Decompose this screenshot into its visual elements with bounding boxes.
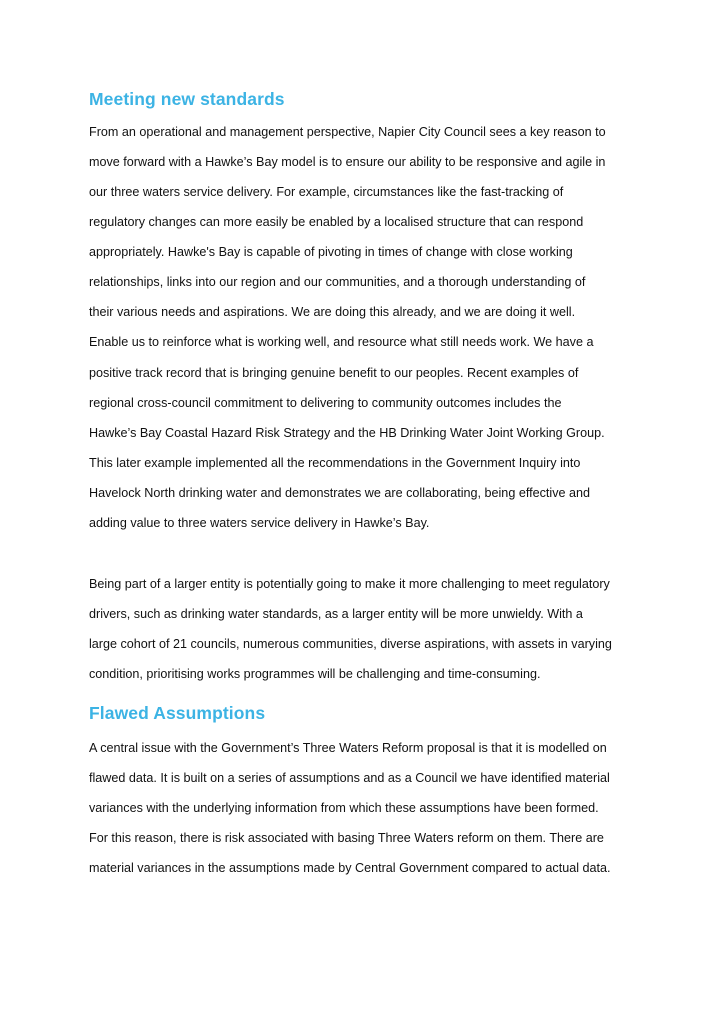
section-heading-flawed-assumptions: Flawed Assumptions: [89, 703, 266, 724]
text-line: Havelock North drinking water and demonstrates we are collaborating, being effective and: [89, 485, 591, 500]
text-line: relationships, links into our region and our communities, and a thorough understanding of: [89, 275, 586, 290]
text-line: our three waters service delivery. For example, circumstances like the fast-tracking of: [89, 185, 564, 200]
text-line: their various needs and aspirations. We are doing this already, and we are doing it well.: [89, 305, 576, 320]
text-line: flawed data. It is built on a series of assumptions and as a Council we have identified material: [89, 771, 610, 786]
text-line: For this reason, there is risk associated with basing Three Waters reform on them. There are: [89, 831, 604, 846]
text-line: appropriately. Hawke's Bay is capable of pivoting in times of change with close working: [89, 245, 573, 260]
text-line: adding value to three waters service delivery in Hawke’s Bay.: [89, 515, 430, 530]
text-line: variances with the underlying information from which these assumptions have been formed.: [89, 801, 599, 816]
text-line: Enable us to reinforce what is working well, and resource what still needs work. We have a: [89, 335, 594, 350]
paragraph-spacer: [89, 538, 637, 569]
text-line: Being part of a larger entity is potentially going to make it more challenging to meet regulatory: [89, 576, 610, 591]
paragraph-meeting-standards-1: [89, 117, 637, 538]
text-line: material variances in the assumptions made by Central Government compared to actual data.: [89, 861, 611, 876]
text-line: drivers, such as drinking water standards, as a larger entity will be more unwieldy. With a: [89, 606, 583, 621]
paragraph-flawed-assumptions: [89, 733, 637, 883]
text-line: A central issue with the Government’s Three Waters Reform proposal is that it is modelled on: [89, 741, 607, 756]
paragraph-meeting-standards-2: [89, 569, 637, 689]
text-line: positive track record that is bringing genuine benefit to our peoples. Recent examples of: [89, 365, 579, 380]
text-line: regional cross-council commitment to delivering to community outcomes includes the: [89, 395, 562, 410]
document-page: [89, 86, 637, 883]
text-line: regulatory changes can more easily be enabled by a localised structure that can respond: [89, 215, 584, 230]
text-line: Hawke’s Bay Coastal Hazard Risk Strategy and the HB Drinking Water Joint Working Group.: [89, 425, 605, 440]
text-line: condition, prioritising works programmes will be challenging and time-consuming.: [89, 667, 541, 682]
text-line: move forward with a Hawke’s Bay model is to ensure our ability to be responsive and agile in: [89, 155, 606, 170]
text-line: This later example implemented all the recommendations in the Government Inquiry into: [89, 455, 581, 470]
text-line: From an operational and management perspective, Napier City Council sees a key reason to: [89, 125, 606, 139]
section-heading-meeting-new-standards: Meeting new standards: [89, 89, 285, 109]
text-line: large cohort of 21 councils, numerous communities, diverse aspirations, with assets in varying: [89, 637, 612, 651]
